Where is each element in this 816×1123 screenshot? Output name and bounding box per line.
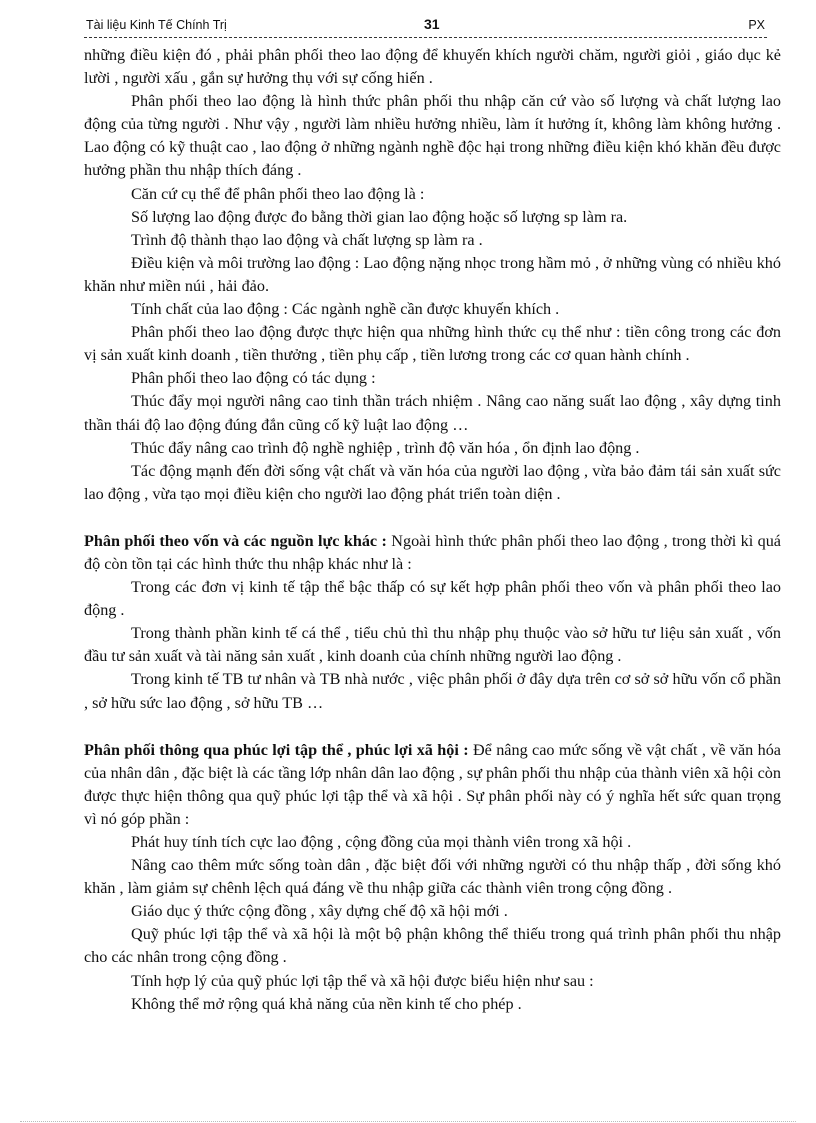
paragraph: Trình độ thành thạo lao động và chất lượng sp làm ra . [131, 230, 483, 249]
paragraph: Tác động mạnh đến đời sống vật chất và văn hóa của người lao động , vừa bảo đảm tái sản xuất sức lao động , vừa tạo mọi điều kiện cho người lao động phát triển toàn diện . [84, 461, 781, 503]
footer-divider [20, 1121, 796, 1122]
paragraph: Thúc đẩy mọi người nâng cao tinh thần trách nhiệm . Nâng cao năng suất lao động , xây dựng tinh thần thái độ lao động đúng đắn cũng cố kỹ luật lao động … [84, 392, 781, 434]
section-gap [84, 715, 781, 739]
paragraph: Tính hợp lý của quỹ phúc lợi tập thể và xã hội được biểu hiện như sau : [131, 971, 594, 990]
page-number: 31 [424, 16, 440, 32]
section-heading: Phân phối thông qua phúc lợi tập thể , phúc lợi xã hội : [84, 740, 469, 759]
paragraph: Trong thành phần kinh tế cá thể , tiểu chủ thì thu nhập phụ thuộc vào sở hữu tư liệu sản xuất , vốn đầu tư sản xuất và tài năng sản xuất , kinh doanh của chính những người lao động . [84, 624, 781, 666]
paragraph: Phát huy tính tích cực lao động , cộng đồng của mọi thành viên trong xã hội . [131, 833, 632, 851]
section-paragraph [84, 739, 781, 831]
section-paragraph [84, 530, 781, 576]
paragraph: Nâng cao thêm mức sống toàn dân , đặc biệt đối với những người có thu nhập thấp , đời sống khó khăn , làm giảm sự chênh lệch quá đáng về thu nhập giữa các thành viên trong cộng đồng . [84, 856, 781, 898]
document-body [84, 44, 781, 1016]
paragraph: Phân phối theo lao động được thực hiện qua những hình thức cụ thể như : tiền công trong các đơn vị sản xuất kinh doanh , tiền thưởng , tiền phụ cấp , tiền lương trong các cơ quan hành chính . [84, 323, 781, 365]
paragraph: Thúc đẩy nâng cao trình độ nghề nghiệp , trình độ văn hóa , ổn định lao động . [131, 438, 640, 457]
paragraph: Điều kiện và môi trường lao động : Lao động nặng nhọc trong hầm mỏ , ở những vùng có nhiều khó khăn như miền núi , hải đảo. [84, 253, 781, 295]
header-title: Tài liệu Kinh Tế Chính Trị [86, 18, 227, 32]
paragraph: Trong các đơn vị kinh tế tập thể bậc thấp có sự kết hợp phân phối theo vốn và phân phối theo lao động . [84, 578, 781, 620]
paragraph: Trong kinh tế TB tư nhân và TB nhà nước , việc phân phối ở đây dựa trên cơ sở sở hữu vốn cổ phần , sở hữu sức lao động , sở hữu TB … [84, 670, 781, 712]
paragraph: Tính chất của lao động : Các ngành nghề cần được khuyến khích . [131, 300, 560, 319]
section-heading: Phân phối theo vốn và các nguồn lực khác : [84, 531, 387, 550]
paragraph: Giáo dục ý thức cộng đồng , xây dựng chế độ xã hội mới . [131, 902, 508, 921]
paragraph: những điều kiện đó , phải phân phối theo lao động để khuyến khích người chăm, người giỏi , giáo dục kẻ lười , người xấu , gắn sự hưởng thụ với sự cống hiến . [84, 46, 781, 88]
section-text: Để nâng cao mức sống về vật chất , về văn hóa của nhân dân , đặc biệt là các tầng lớp nhân dân lao động , sự phân phối thu nhập của thành viên xã hội còn được thực hiện thông qua quỹ phúc lợi tập thể và xã hội . Sự phân phối này có ý nghĩa hết sức quan trọng vì nó góp phần : [84, 740, 781, 828]
paragraph: Quỹ phúc lợi tập thể và xã hội là một bộ phận không thể thiếu trong quá trình phân phối thu nhập cho các nhân trong cộng đồng . [84, 925, 781, 967]
paragraph: Không thể mở rộng quá khả năng của nền kinh tế cho phép . [131, 994, 522, 1013]
header-author: PX [748, 18, 765, 32]
section-gap [84, 506, 781, 530]
section-text: Ngoài hình thức phân phối theo lao động , trong thời kì quá độ còn tồn tại các hình thức thu nhập khác như là : [84, 531, 781, 573]
paragraph: Căn cứ cụ thể để phân phối theo lao động là : [131, 184, 425, 203]
paragraph: Phân phối theo lao động là hình thức phân phối thu nhập căn cứ vào số lượng và chất lượng lao động của từng người . Như vậy , người làm nhiều hưởng nhiều, làm ít hưởng ít, không làm không hưởng . Lao động có kỹ thuật cao , lao động ở những ngành nghề độc hại trong những điều kiện khó khăn đều được hưởng phần thu nhập thích đáng . [84, 92, 781, 180]
page-header [84, 12, 767, 34]
paragraph: Số lượng lao động được đo bằng thời gian lao động hoặc số lượng sp làm ra. [131, 207, 628, 226]
paragraph: Phân phối theo lao động có tác dụng : [131, 369, 376, 388]
header-divider [84, 37, 767, 38]
